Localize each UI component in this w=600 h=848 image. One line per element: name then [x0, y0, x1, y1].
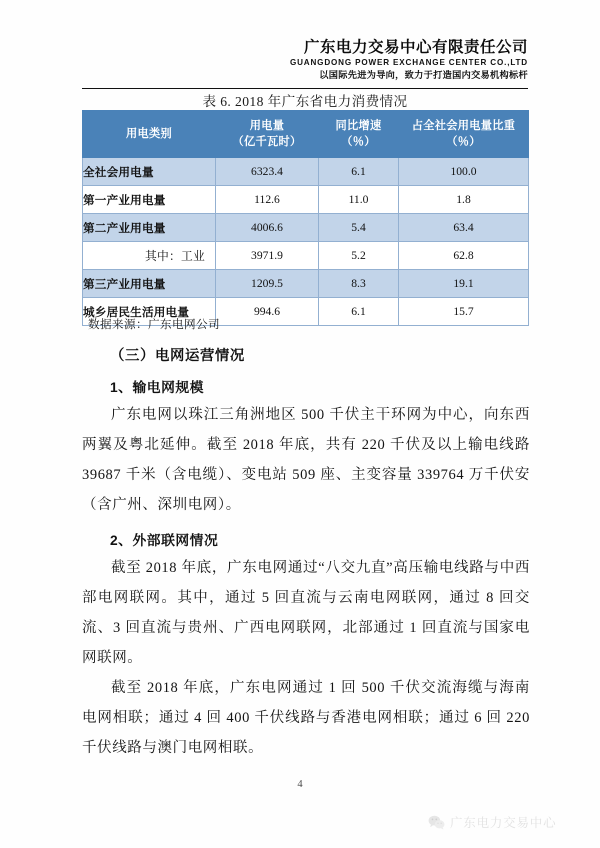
- letterhead: [82, 38, 528, 82]
- table-row: [83, 242, 529, 270]
- cell-consumption: 994.6: [216, 298, 319, 326]
- column-header-category-line1: 用电类别: [126, 127, 172, 140]
- company-slogan: 以国际先进为导向，致力于打造国内交易机构标杆: [319, 70, 528, 81]
- cell-category: 第二产业用电量: [83, 214, 216, 242]
- cell-category: 其中：工业: [83, 242, 216, 270]
- page-number: 4: [297, 779, 303, 790]
- wechat-icon: [428, 815, 445, 830]
- cell-growth: 6.1: [319, 158, 399, 186]
- paragraph-external-grid-1: 截至 2018 年底，广东电网通过“八交九直”高压输电线路与中西部电网联网。其中，通过 5 回直流与云南电网联网，通过 8 回交流、3 回直流与贵州、广西电网联网，北部通过 1 回直流与国家电网联网。: [82, 560, 530, 666]
- table-row: [83, 186, 529, 214]
- paragraph-external-grid-2: 截至 2018 年底，广东电网通过 1 回 500 千伏交流海缆与海南电网相联；通过 4 回 400 千伏线路与香港电网相联；通过 6 回 220 千伏线路与澳门电网相联。: [82, 680, 530, 756]
- column-header-category: [83, 111, 216, 158]
- column-header-growth: [319, 111, 399, 158]
- cell-consumption: 3971.9: [216, 242, 319, 270]
- cell-share: 19.1: [399, 270, 529, 298]
- electricity-consumption-table: [82, 110, 529, 326]
- column-header-share: [399, 111, 529, 158]
- subsection-heading-2: 2、外部联网情况: [110, 533, 219, 548]
- body-content: [82, 344, 530, 763]
- column-header-share-line2: （％）: [446, 136, 481, 148]
- company-name-en: GUANGDONG POWER EXCHANGE CENTER CO.,LTD: [289, 58, 528, 68]
- cell-share: 63.4: [399, 214, 529, 242]
- cell-growth: 5.2: [319, 242, 399, 270]
- section-heading: （三）电网运营情况: [110, 348, 245, 364]
- cell-consumption: 1209.5: [216, 270, 319, 298]
- cell-category: 第三产业用电量: [83, 270, 216, 298]
- table-row: [83, 270, 529, 298]
- cell-share: 100.0: [399, 158, 529, 186]
- cell-growth: 11.0: [319, 186, 399, 214]
- cell-share: 62.8: [399, 242, 529, 270]
- cell-share: 1.8: [399, 186, 529, 214]
- cell-growth: 6.1: [319, 298, 399, 326]
- letterhead-divider: [82, 88, 528, 89]
- table-row: [83, 214, 529, 242]
- table-header: [83, 111, 529, 158]
- table-caption: 表 6. 2018 年广东省电力消费情况: [202, 94, 408, 109]
- table-source-note: 数据来源：广东电网公司: [88, 318, 220, 331]
- column-header-consumption-line2: （亿千瓦时）: [232, 136, 302, 148]
- column-header-growth-line2: （％）: [341, 136, 376, 148]
- column-header-share-line1: 占全社会用电量比重: [411, 119, 516, 132]
- cell-share: 15.7: [399, 298, 529, 326]
- table-body: [83, 158, 529, 326]
- subsection-heading-1: 1、输电网规模: [110, 380, 204, 395]
- cell-consumption: 6323.4: [216, 158, 319, 186]
- cell-growth: 8.3: [319, 270, 399, 298]
- cell-category: 第一产业用电量: [83, 186, 216, 214]
- cell-consumption: 4006.6: [216, 214, 319, 242]
- table-row: [83, 158, 529, 186]
- column-header-consumption-line1: 用电量: [249, 119, 285, 132]
- cell-growth: 5.4: [319, 214, 399, 242]
- company-name-cn: 广东电力交易中心有限责任公司: [303, 39, 528, 56]
- cell-consumption: 112.6: [216, 186, 319, 214]
- table-header-row: [83, 111, 529, 158]
- paragraph-transmission-scale: 广东电网以珠江三角洲地区 500 千伏主干环网为中心，向东西两翼及粤北延伸。截至 2018 年底，共有 220 千伏及以上输电线路 39687 千米（含电缆）、变电站 509 座、主变容量 339764 万千伏安（含广州、深圳电网）。: [82, 407, 530, 513]
- watermark: [428, 813, 556, 831]
- watermark-label: 广东电力交易中心: [450, 816, 557, 830]
- cell-category: 全社会用电量: [83, 158, 216, 186]
- column-header-growth-line1: 同比增速: [335, 119, 382, 132]
- column-header-consumption: [216, 111, 319, 158]
- cell-category: 城乡居民生活用电量: [83, 298, 216, 326]
